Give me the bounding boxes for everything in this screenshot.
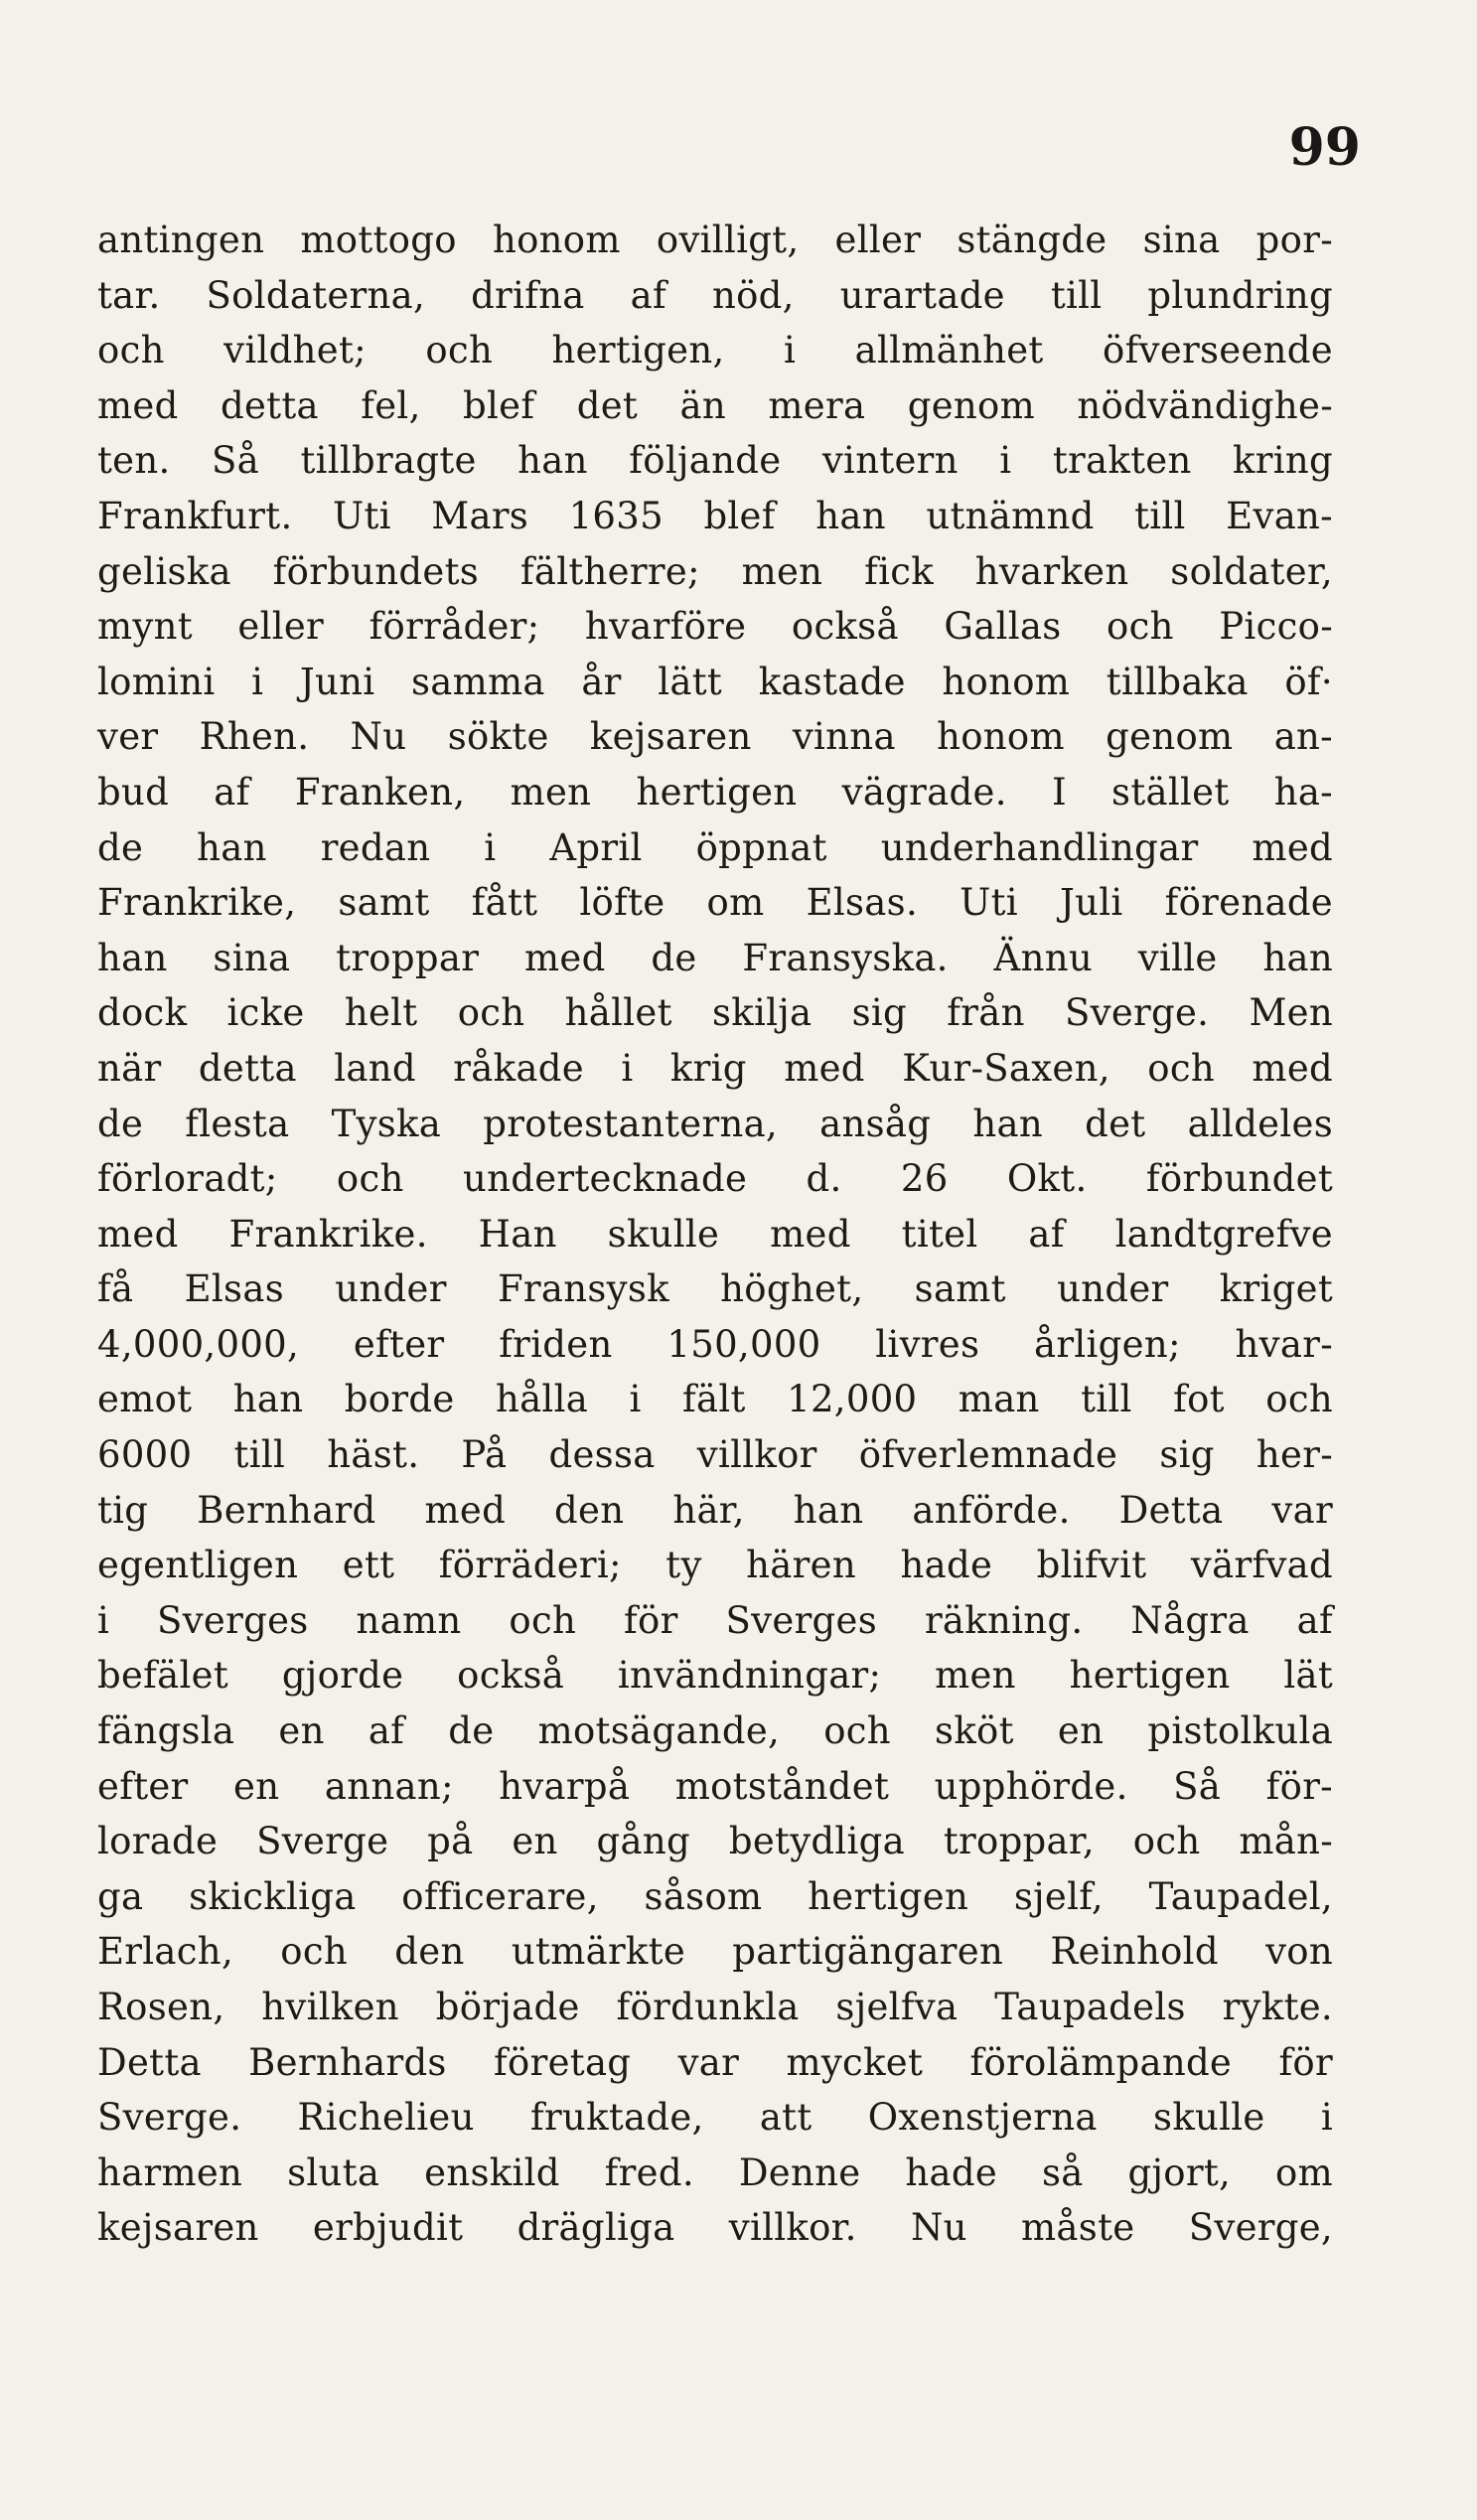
text-line: i Sverges namn och för Sverges räkning. Några af [97,1598,1333,1642]
text-line: 6000 till häst. På dessa villkor öfverlemnade sig her- [97,1433,1333,1477]
text-line: Erlach, och den utmärkte partigängaren Reinhold von [97,1930,1333,1974]
text-line: Frankfurt. Uti Mars 1635 blef han utnämnd till Evan- [97,494,1333,537]
text-line: mynt eller förråder; hvarföre också Gallas och Picco- [97,605,1333,649]
text-line: få Elsas under Fransysk höghet, samt under kriget [97,1267,1333,1311]
text-line: efter en annan; hvarpå motståndet upphörde. Så för- [97,1764,1333,1808]
text-line: ver Rhen. Nu sökte kejsaren vinna honom genom an- [97,715,1333,759]
text-line: kejsaren erbjudit drägliga villkor. Nu måste Sverge, [97,2206,1333,2250]
text-line: geliska förbundets fältherre; men fick hvarken soldater, [97,549,1333,593]
page-number: 99 [1288,117,1361,178]
text-line: han sina troppar med de Fransyska. Ännu ville han [97,936,1333,979]
text-line: de han redan i April öppnat underhandlingar med [97,825,1333,869]
text-line: ten. Så tillbragte han följande vintern i trakten kring [97,439,1333,483]
text-line: de flesta Tyska protestanterna, ansåg han det alldeles [97,1102,1333,1145]
text-line: befälet gjorde också invändningar; men hertigen lät [97,1654,1333,1698]
text-line: förloradt; och undertecknade d. 26 Okt. förbundet [97,1157,1333,1201]
text-line: med detta fel, blef det än mera genom nödvändighe- [97,383,1333,427]
text-line: ga skickliga officerare, såsom hertigen sjelf, Taupadel, [97,1874,1333,1918]
text-line: tar. Soldaterna, drifna af nöd, urartade till plundring [97,273,1333,317]
text-line: egentligen ett förräderi; ty hären hade blifvit värfvad [97,1544,1333,1587]
text-line: tig Bernhard med den här, han anförde. Detta var [97,1488,1333,1532]
text-line: dock icke helt och hållet skilja sig från Sverge. Men [97,991,1333,1035]
text-line: emot han borde hålla i fält 12,000 man till fot och [97,1378,1333,1421]
text-line: lorade Sverge på en gång betydliga troppar, och mån- [97,1820,1333,1863]
text-line: antingen mottogo honom ovilligt, eller stängde sina por- [97,219,1333,261]
text-line: Detta Bernhards företag var mycket förolämpande för [97,2040,1333,2084]
text-line: Rosen, hvilken började fördunkla sjelfva Taupadels rykte. [97,1986,1333,2028]
text-line: Frankrike, samt fått löfte om Elsas. Uti Juli förenade [97,881,1333,925]
text-line: och vildhet; och hertigen, i allmänhet öfverseende [97,329,1333,372]
text-line: bud af Franken, men hertigen vägrade. I stället ha- [97,770,1333,814]
text-line: Sverge. Richelieu fruktade, att Oxenstjerna skulle i [97,2096,1333,2140]
body-text [97,213,1333,2256]
text-line: lomini i Juni samma år lätt kastade honom tillbaka öf· [97,660,1333,703]
text-line: 4,000,000, efter friden 150,000 livres årligen; hvar- [97,1322,1333,1366]
text-line: med Frankrike. Han skulle med titel af landtgrefve [97,1212,1333,1256]
text-line: när detta land råkade i krig med Kur-Saxen, och med [97,1046,1333,1090]
text-line: harmen sluta enskild fred. Denne hade så gjort, om [97,2150,1333,2194]
text-line: fängsla en af de motsägande, och sköt en pistolkula [97,1709,1333,1753]
